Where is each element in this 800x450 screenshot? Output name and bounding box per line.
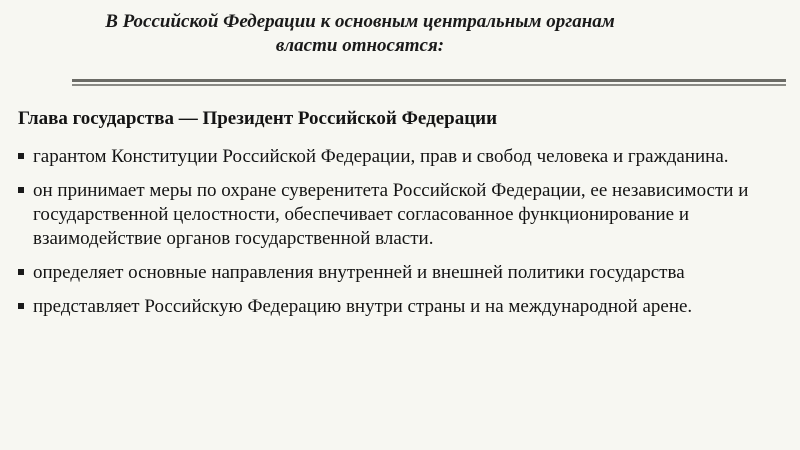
list-item-text: представляет Российскую Федерацию внутри страны и на международной арене. [33,296,693,317]
section-heading: Глава государства — Президент Российской Федерации [18,108,498,129]
list-item-text: он принимает меры по охране суверенитета Российской Федерации, ее независимости и государственной целостности, обеспечивает согласованное функционирование и взаимодействие органов государственной власти. [33,180,749,249]
list-item [18,145,788,169]
slide-title [40,10,680,58]
list-item-text: гарантом Конституции Российской Федерации, прав и свобод человека и гражданина. [33,146,729,167]
list-item [18,295,788,319]
square-bullet-icon [18,153,24,159]
divider-thick-line [72,79,786,82]
list-item [18,261,788,285]
list-item-text: определяет основные направления внутренней и внешней политики государства [33,262,685,283]
bullet-list [18,145,788,329]
title-divider [72,79,786,87]
square-bullet-icon [18,303,24,309]
square-bullet-icon [18,187,24,193]
divider-thin-line [72,84,786,86]
slide-title-line-1: В Российской Федерации к основным центральным органам [105,11,615,32]
list-item [18,179,788,251]
square-bullet-icon [18,269,24,275]
slide-title-line-2: власти относятся: [275,35,445,56]
